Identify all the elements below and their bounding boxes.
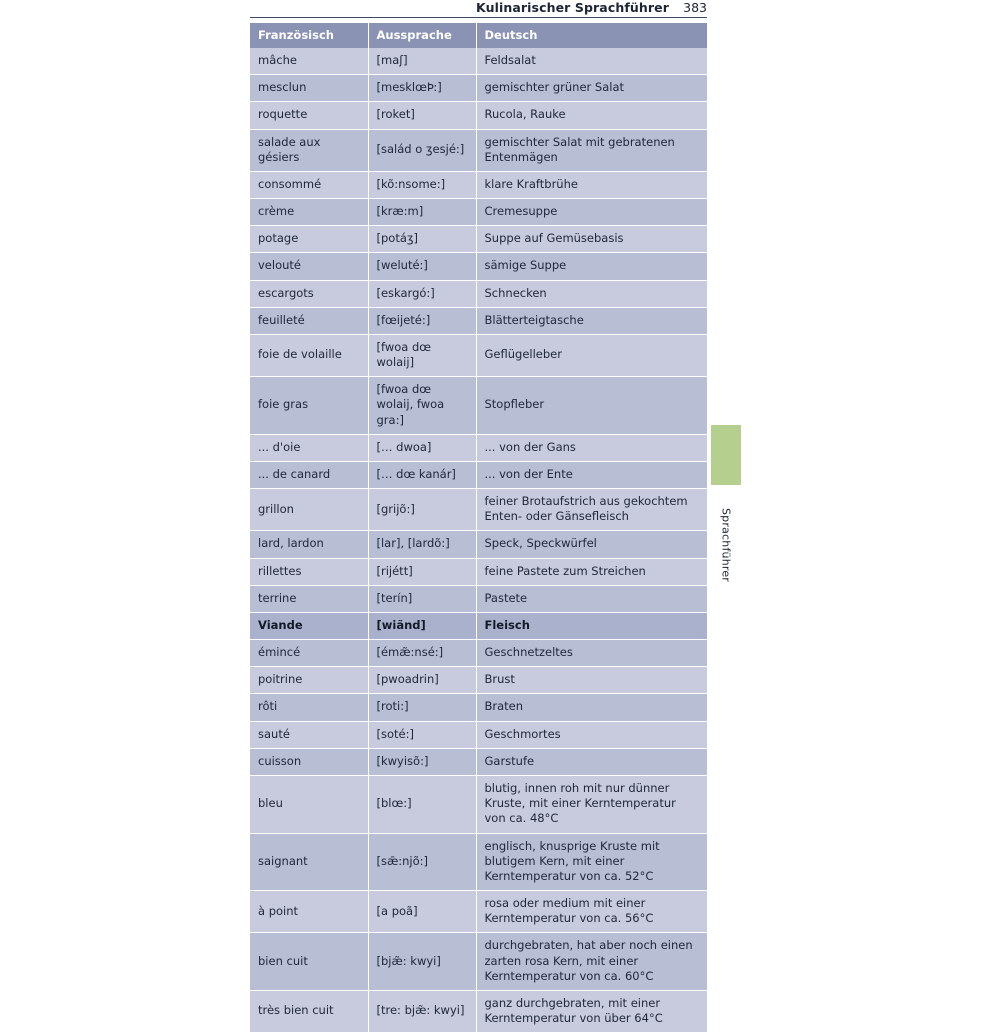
cell-german: durchgebraten, hat aber noch einen zarten rosa Kern, mit einer Kerntemperatur von ca. 60°C	[476, 933, 707, 991]
cell-french: roquette	[250, 102, 368, 129]
cell-german: Schnecken	[476, 280, 707, 307]
table-row	[250, 307, 707, 334]
page-number: 383	[683, 0, 707, 15]
cell-pronunciation: [rijétt]	[368, 558, 476, 585]
cell-pronunciation: [… dwoa]	[368, 434, 476, 461]
cell-pronunciation: [wiãnd]	[368, 612, 476, 639]
cell-german: Pastete	[476, 585, 707, 612]
cell-german: Blätterteigtasche	[476, 307, 707, 334]
page-header	[250, 0, 707, 18]
cell-french: foie de volaille	[250, 334, 368, 376]
cell-german: sämige Suppe	[476, 253, 707, 280]
cell-french: foie gras	[250, 377, 368, 435]
cell-french: très bien cuit	[250, 990, 368, 1032]
cell-pronunciation: [fwoa dœ wolaij]	[368, 334, 476, 376]
cell-french: consommé	[250, 171, 368, 198]
cell-pronunciation: [lar], [lardõ:]	[368, 531, 476, 558]
column-header-french: Französisch	[250, 23, 368, 48]
cell-french: escargots	[250, 280, 368, 307]
cell-french: salade aux gésiers	[250, 129, 368, 171]
cell-pronunciation: [kwyisõ:]	[368, 748, 476, 775]
page-title: Kulinarischer Sprachführer	[476, 0, 669, 15]
cell-french: Viande	[250, 612, 368, 639]
cell-french: ... de canard	[250, 461, 368, 488]
cell-french: à point	[250, 891, 368, 933]
cell-pronunciation: [fwoa dœ wolaij, fwoa gra:]	[368, 377, 476, 435]
cell-pronunciation: [maʃ]	[368, 48, 476, 75]
cell-german: Feldsalat	[476, 48, 707, 75]
cell-pronunciation: [soté:]	[368, 721, 476, 748]
cell-french: mesclun	[250, 75, 368, 102]
cell-german: Rucola, Rauke	[476, 102, 707, 129]
table-row	[250, 75, 707, 102]
cell-french: terrine	[250, 585, 368, 612]
table-row	[250, 199, 707, 226]
cell-french: poitrine	[250, 667, 368, 694]
table-row	[250, 891, 707, 933]
cell-pronunciation: [eskargó:]	[368, 280, 476, 307]
cell-french: émincé	[250, 640, 368, 667]
table-body	[250, 48, 707, 1033]
cell-german: Geschnetzeltes	[476, 640, 707, 667]
table-row	[250, 334, 707, 376]
table-row	[250, 585, 707, 612]
table-row	[250, 612, 707, 639]
cell-german: ganz durchgebraten, mit einer Kerntemperatur von über 64°C	[476, 990, 707, 1032]
cell-french: velouté	[250, 253, 368, 280]
column-header-pronunciation: Aussprache	[368, 23, 476, 48]
table-header	[250, 23, 707, 48]
cell-pronunciation: [… dœ kanár]	[368, 461, 476, 488]
cell-pronunciation: [kræ:m]	[368, 199, 476, 226]
table-row	[250, 775, 707, 833]
section-thumb-tab	[711, 425, 741, 485]
cell-pronunciation: [grijõ:]	[368, 489, 476, 531]
table-row	[250, 531, 707, 558]
cell-german: englisch, knusprige Kruste mit blutigem Kern, mit einer Kerntemperatur von ca. 52°C	[476, 833, 707, 891]
cell-german: Speck, Speckwürfel	[476, 531, 707, 558]
section-thumb-label-text: Sprachführer	[719, 507, 733, 583]
table-row	[250, 990, 707, 1032]
cell-german: Geschmortes	[476, 721, 707, 748]
cell-french: mâche	[250, 48, 368, 75]
cell-german: feiner Brotaufstrich aus gekochtem Enten- oder Gänsefleisch	[476, 489, 707, 531]
table-row	[250, 721, 707, 748]
cell-pronunciation: [roket]	[368, 102, 476, 129]
cell-french: rillettes	[250, 558, 368, 585]
table-row	[250, 640, 707, 667]
cell-german: rosa oder medium mit einer Kerntemperatur von ca. 56°C	[476, 891, 707, 933]
cell-french: bleu	[250, 775, 368, 833]
cell-german: gemischter grüner Salat	[476, 75, 707, 102]
cell-french: cuisson	[250, 748, 368, 775]
cell-pronunciation: [terín]	[368, 585, 476, 612]
table-row	[250, 102, 707, 129]
cell-german: ... von der Ente	[476, 461, 707, 488]
cell-french: grillon	[250, 489, 368, 531]
table-row	[250, 833, 707, 891]
cell-pronunciation: [émæ̃:nsé:]	[368, 640, 476, 667]
cell-french: crème	[250, 199, 368, 226]
table-row	[250, 226, 707, 253]
cell-german: ... von der Gans	[476, 434, 707, 461]
cell-french: bien cuit	[250, 933, 368, 991]
table-row	[250, 748, 707, 775]
table-row	[250, 558, 707, 585]
cell-pronunciation: [bjæ̃: kwyi]	[368, 933, 476, 991]
table-row	[250, 129, 707, 171]
cell-pronunciation: [kõ:nsome:]	[368, 171, 476, 198]
table-row	[250, 253, 707, 280]
cell-pronunciation: [weluté:]	[368, 253, 476, 280]
cell-pronunciation: [potáʒ]	[368, 226, 476, 253]
cell-pronunciation: [salád o ʒesjé:]	[368, 129, 476, 171]
cell-german: gemischter Salat mit gebratenen Entenmägen	[476, 129, 707, 171]
cell-pronunciation: [blœ:]	[368, 775, 476, 833]
cell-french: ... d'oie	[250, 434, 368, 461]
cell-german: Garstufe	[476, 748, 707, 775]
cell-french: rôti	[250, 694, 368, 721]
glossary-table	[250, 23, 707, 1033]
table-header-row	[250, 23, 707, 48]
table-row	[250, 48, 707, 75]
cell-german: Suppe auf Gemüsebasis	[476, 226, 707, 253]
table-row	[250, 434, 707, 461]
section-thumb-label	[711, 490, 741, 600]
cell-pronunciation: [fœijeté:]	[368, 307, 476, 334]
cell-pronunciation: [a poã]	[368, 891, 476, 933]
table-row	[250, 377, 707, 435]
cell-french: sauté	[250, 721, 368, 748]
cell-french: saignant	[250, 833, 368, 891]
cell-german: Brust	[476, 667, 707, 694]
table-row	[250, 489, 707, 531]
cell-german: Cremesuppe	[476, 199, 707, 226]
cell-french: feuilleté	[250, 307, 368, 334]
table-row	[250, 280, 707, 307]
table-row	[250, 171, 707, 198]
cell-french: potage	[250, 226, 368, 253]
table-row	[250, 694, 707, 721]
cell-german: Stopfleber	[476, 377, 707, 435]
cell-pronunciation: [tre: bjæ̃: kwyi]	[368, 990, 476, 1032]
cell-german: blutig, innen roh mit nur dünner Kruste, mit einer Kerntemperatur von ca. 48°C	[476, 775, 707, 833]
cell-german: Fleisch	[476, 612, 707, 639]
cell-pronunciation: [mesklœÞ:]	[368, 75, 476, 102]
cell-pronunciation: [sǣ:njõ:]	[368, 833, 476, 891]
table-row	[250, 461, 707, 488]
cell-french: lard, lardon	[250, 531, 368, 558]
table-row	[250, 667, 707, 694]
column-header-german: Deutsch	[476, 23, 707, 48]
cell-german: klare Kraftbrühe	[476, 171, 707, 198]
table-row	[250, 933, 707, 991]
cell-german: feine Pastete zum Streichen	[476, 558, 707, 585]
cell-pronunciation: [pwoadrin]	[368, 667, 476, 694]
cell-german: Braten	[476, 694, 707, 721]
cell-pronunciation: [roti:]	[368, 694, 476, 721]
cell-german: Geflügelleber	[476, 334, 707, 376]
